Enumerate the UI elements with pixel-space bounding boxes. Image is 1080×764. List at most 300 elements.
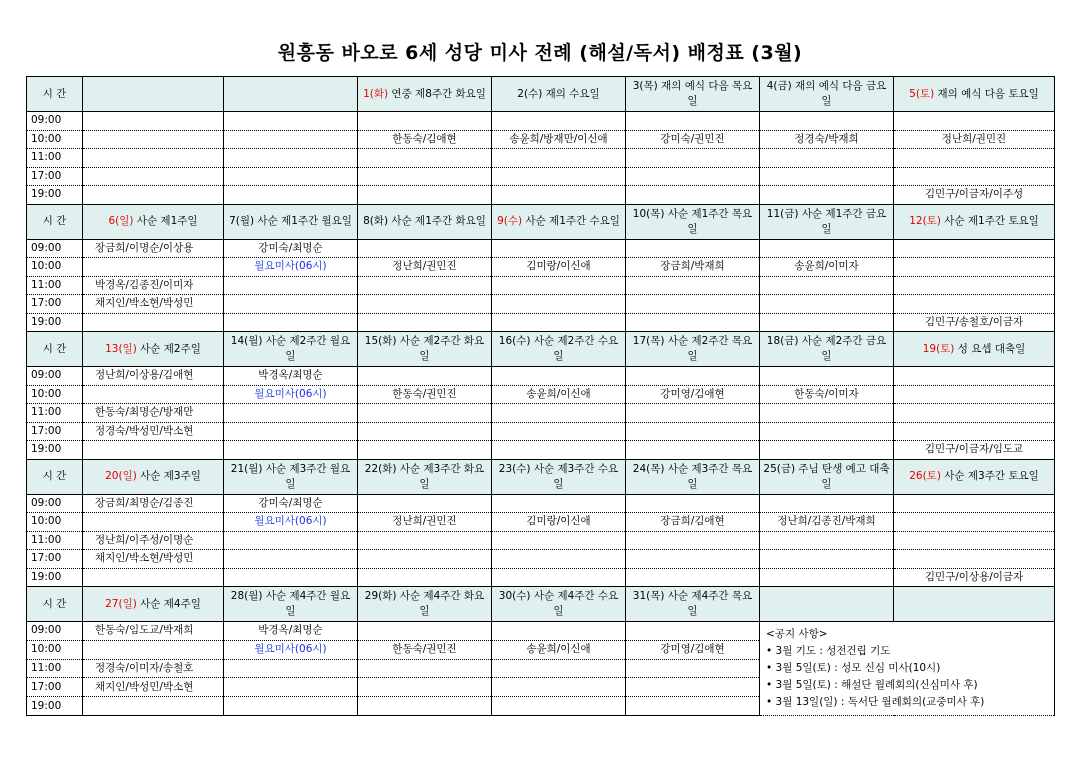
- day-date: 11(금): [766, 207, 799, 220]
- assignment-cell: [492, 404, 626, 423]
- assignment-cell: [224, 441, 358, 460]
- day-header: [358, 204, 492, 239]
- assignment-cell: [492, 678, 626, 697]
- day-header: [358, 459, 492, 494]
- assignment-cell: [83, 568, 224, 587]
- assignment-cell: 정난희/권민진: [358, 513, 492, 532]
- assignment-cell: [894, 531, 1055, 550]
- assignment-cell: 박경옥/최명순: [224, 367, 358, 386]
- day-date: 20(일): [105, 470, 137, 482]
- assignment-cell: [83, 313, 224, 332]
- day-header: [626, 332, 760, 367]
- time-cell: 17:00: [27, 295, 83, 314]
- assignment-cell: [626, 622, 760, 641]
- assignment-cell: 송윤희/이미자: [760, 258, 894, 277]
- assignment-cell: [626, 550, 760, 569]
- time-row: [27, 258, 1055, 277]
- day-date: 29(화): [364, 590, 397, 602]
- day-header: [83, 77, 224, 112]
- assignment-cell: 강미영/김애현: [626, 385, 760, 404]
- notice-item: • 3월 5일(토) : 해설단 월례회의(신심미사 후): [766, 679, 978, 691]
- day-header: [894, 459, 1055, 494]
- assignment-cell: [358, 422, 492, 441]
- time-header-label: 시 간: [27, 459, 83, 494]
- assignment-cell: 정난희/권민진: [894, 130, 1055, 149]
- assignment-cell: 정경숙/이미자/송철호: [83, 659, 224, 678]
- time-row: [27, 239, 1055, 258]
- day-title: 사순 제4주간 목요일: [664, 590, 753, 617]
- time-row: [27, 513, 1055, 532]
- assignment-cell: [224, 678, 358, 697]
- assignment-cell: 강미숙/권민진: [626, 130, 760, 149]
- day-header: [626, 77, 760, 112]
- day-date: 23(수): [498, 462, 531, 475]
- assignment-cell: [760, 568, 894, 587]
- assignment-cell: 강미숙/최명순: [224, 239, 358, 258]
- day-date: 21(월): [230, 462, 263, 475]
- day-date: 9(수): [497, 215, 523, 227]
- assignment-cell: 정난희/이상용/김애현: [83, 367, 224, 386]
- assignment-cell: [492, 659, 626, 678]
- assignment-cell: [626, 494, 760, 513]
- assignment-cell: 김미랑/이신애: [492, 258, 626, 277]
- day-title: 사순 제2주간 월요일: [262, 335, 351, 362]
- assignment-cell: [224, 404, 358, 423]
- assignment-cell: [894, 239, 1055, 258]
- assignment-cell: [358, 313, 492, 332]
- assignment-cell: [492, 422, 626, 441]
- assignment-cell: [760, 167, 894, 186]
- day-title: 사순 제1주간 수요일: [522, 215, 620, 227]
- assignment-cell: [760, 313, 894, 332]
- assignment-cell: [358, 531, 492, 550]
- day-title: 재의 예식 다음 금요일: [791, 80, 887, 107]
- notice-title: <공지 사항>: [766, 628, 828, 640]
- assignment-cell: [358, 441, 492, 460]
- day-date: 14(월): [230, 335, 263, 347]
- time-cell: 10:00: [27, 513, 83, 532]
- assignment-cell: [358, 568, 492, 587]
- day-header: [224, 204, 358, 239]
- time-header-label: 시 간: [27, 587, 83, 622]
- assignment-cell: [358, 697, 492, 716]
- assignment-cell: [894, 422, 1055, 441]
- day-title: 사순 제3주간 월요일: [262, 462, 351, 490]
- assignment-cell: [626, 678, 760, 697]
- time-cell: 19:00: [27, 313, 83, 332]
- day-title: 재의 예식 다음 목요일: [657, 80, 753, 107]
- assignment-cell: [83, 186, 224, 205]
- assignment-cell: [358, 112, 492, 131]
- assignment-cell: 송윤희/이신애: [492, 640, 626, 659]
- day-header: [358, 587, 492, 622]
- assignment-cell: [224, 568, 358, 587]
- assignment-cell: [492, 313, 626, 332]
- assignment-cell: [224, 295, 358, 314]
- assignment-cell: 장금희/이명순/이상용: [83, 239, 224, 258]
- assignment-cell: [760, 295, 894, 314]
- day-date: 12(토): [909, 215, 941, 227]
- assignment-cell: [358, 186, 492, 205]
- assignment-cell: [492, 239, 626, 258]
- day-title: 주님 탄생 예고 대축일: [795, 462, 890, 490]
- time-row: [27, 404, 1055, 423]
- assignment-cell: 월요미사(06시): [224, 385, 358, 404]
- assignment-cell: [224, 531, 358, 550]
- time-cell: 11:00: [27, 149, 83, 168]
- day-header: [894, 204, 1055, 239]
- assignment-cell: [894, 276, 1055, 295]
- assignment-cell: [894, 112, 1055, 131]
- assignment-cell: [626, 404, 760, 423]
- assignment-cell: [626, 367, 760, 386]
- day-date: 18(금): [766, 335, 799, 347]
- assignment-cell: [626, 531, 760, 550]
- day-header: [358, 332, 492, 367]
- time-header-label: 시 간: [27, 332, 83, 367]
- notice-box: [760, 622, 1055, 716]
- day-date: 27(일): [105, 597, 137, 610]
- assignment-cell: [83, 513, 224, 532]
- assignment-cell: [358, 494, 492, 513]
- day-header: [83, 459, 224, 494]
- assignment-cell: [83, 697, 224, 716]
- assignment-cell: [760, 239, 894, 258]
- notice-item: • 3월 기도 : 성전건립 기도: [766, 645, 891, 657]
- assignment-cell: [492, 622, 626, 641]
- assignment-cell: 한동숙/이미자: [760, 385, 894, 404]
- day-title: 사순 제3주간 수요일: [530, 462, 619, 490]
- assignment-cell: [626, 568, 760, 587]
- day-header: [492, 332, 626, 367]
- assignment-cell: [83, 112, 224, 131]
- assignment-cell: 김민구/이상용/이금자: [894, 568, 1055, 587]
- time-cell: 17:00: [27, 678, 83, 697]
- assignment-cell: [358, 239, 492, 258]
- assignment-cell: 박경옥/최명순: [224, 622, 358, 641]
- time-row: [27, 494, 1055, 513]
- time-row: [27, 531, 1055, 550]
- week-header-row: [27, 332, 1055, 367]
- day-title: 사순 제1주일: [133, 215, 198, 227]
- time-cell: 09:00: [27, 367, 83, 386]
- assignment-cell: [492, 531, 626, 550]
- assignment-cell: 한동숙/권민진: [358, 640, 492, 659]
- day-header: [224, 77, 358, 112]
- assignment-cell: 장금희/박재희: [626, 258, 760, 277]
- day-date: 19(토): [922, 342, 955, 355]
- assignment-cell: [492, 697, 626, 716]
- day-date: 31(목): [632, 590, 665, 602]
- assignment-cell: [894, 494, 1055, 513]
- assignment-cell: [626, 697, 760, 716]
- assignment-cell: [492, 149, 626, 168]
- assignment-cell: 송윤희/방재만/이신애: [492, 130, 626, 149]
- time-row: [27, 367, 1055, 386]
- assignment-cell: [626, 441, 760, 460]
- assignment-cell: [224, 186, 358, 205]
- time-header-label: 시 간: [27, 77, 83, 112]
- time-row: [27, 130, 1055, 149]
- assignment-cell: [83, 258, 224, 277]
- time-cell: 10:00: [27, 385, 83, 404]
- day-date: 3(목): [632, 80, 658, 92]
- day-date: 26(토): [909, 470, 941, 482]
- day-date: 1(화): [363, 87, 389, 100]
- assignment-cell: [492, 295, 626, 314]
- day-header: [894, 332, 1055, 367]
- assignment-cell: [358, 276, 492, 295]
- day-date: 2(수): [517, 87, 543, 100]
- day-header: [83, 204, 224, 239]
- assignment-cell: [626, 422, 760, 441]
- assignment-cell: 한동숙/김애현: [358, 130, 492, 149]
- day-header: [760, 332, 894, 367]
- assignment-cell: [626, 149, 760, 168]
- day-date: 5(토): [909, 87, 935, 100]
- page-title: 원흥동 바오로 6세 성당 미사 전례 (해설/독서) 배정표 (3월): [277, 42, 803, 64]
- assignment-cell: [626, 276, 760, 295]
- day-header: [492, 77, 626, 112]
- time-row: [27, 385, 1055, 404]
- assignment-cell: [83, 130, 224, 149]
- time-cell: 17:00: [27, 550, 83, 569]
- assignment-cell: [358, 550, 492, 569]
- assignment-cell: [760, 149, 894, 168]
- assignment-cell: [626, 313, 760, 332]
- day-date: 30(수): [498, 590, 531, 602]
- day-title: 성 요셉 대축일: [954, 342, 1026, 355]
- day-header: [83, 587, 224, 622]
- day-date: 7(월): [229, 215, 255, 227]
- assignment-cell: [760, 422, 894, 441]
- time-cell: 19:00: [27, 186, 83, 205]
- day-title: 사순 제1주간 목요일: [664, 207, 753, 235]
- day-header: [492, 587, 626, 622]
- assignment-cell: 한동숙/최명순/방재만: [83, 404, 224, 423]
- time-cell: 09:00: [27, 112, 83, 131]
- assignment-cell: 정난희/이주성/이명순: [83, 531, 224, 550]
- day-header: [224, 459, 358, 494]
- day-header: [626, 204, 760, 239]
- week-header-row: [27, 77, 1055, 112]
- assignment-cell: [358, 659, 492, 678]
- assignment-cell: [894, 367, 1055, 386]
- day-title: 사순 제2주간 화요일: [396, 335, 485, 362]
- assignment-cell: [626, 186, 760, 205]
- assignment-cell: [358, 367, 492, 386]
- time-cell: 10:00: [27, 258, 83, 277]
- time-row: [27, 422, 1055, 441]
- assignment-cell: [894, 149, 1055, 168]
- time-cell: 09:00: [27, 239, 83, 258]
- assignment-cell: [358, 622, 492, 641]
- day-title: 사순 제3주간 토요일: [940, 470, 1039, 482]
- assignment-cell: 장금희/김애현: [626, 513, 760, 532]
- assignment-cell: [626, 112, 760, 131]
- notice-item: • 3월 5일(토) : 성모 신심 미사(10시): [766, 662, 941, 674]
- day-header: [83, 332, 224, 367]
- assignment-cell: [492, 441, 626, 460]
- assignment-cell: [894, 550, 1055, 569]
- day-title: 연중 제8주간 화요일: [388, 87, 486, 100]
- time-row: [27, 186, 1055, 205]
- week-header-row: [27, 459, 1055, 494]
- day-title: 사순 제1주간 토요일: [940, 215, 1039, 227]
- day-header: [760, 587, 894, 622]
- day-date: 10(목): [632, 207, 665, 220]
- time-cell: 11:00: [27, 659, 83, 678]
- assignment-cell: [224, 313, 358, 332]
- assignment-cell: 정경숙/박재희: [760, 130, 894, 149]
- day-header: [224, 587, 358, 622]
- assignment-cell: [83, 385, 224, 404]
- assignment-cell: 김민구/송철호/이금자: [894, 313, 1055, 332]
- day-title: 사순 제3주일: [136, 470, 201, 482]
- day-date: 13(일): [105, 342, 137, 355]
- assignment-cell: [358, 167, 492, 186]
- time-cell: 09:00: [27, 494, 83, 513]
- assignment-cell: [626, 295, 760, 314]
- time-row: [27, 550, 1055, 569]
- assignment-cell: [760, 404, 894, 423]
- notice-item: • 3월 13일(일) : 독서단 월례회의(교중미사 후): [766, 696, 985, 708]
- assignment-cell: 장금희/최명순/김종진: [83, 494, 224, 513]
- assignment-cell: 김민구/이금자/이주성: [894, 186, 1055, 205]
- assignment-cell: [894, 385, 1055, 404]
- time-cell: 09:00: [27, 622, 83, 641]
- assignment-cell: [358, 149, 492, 168]
- time-cell: 11:00: [27, 404, 83, 423]
- assignment-cell: [894, 295, 1055, 314]
- day-date: 16(수): [498, 335, 531, 347]
- assignment-cell: [83, 149, 224, 168]
- assignment-cell: 월요미사(06시): [224, 513, 358, 532]
- assignment-cell: [760, 441, 894, 460]
- assignment-cell: [358, 295, 492, 314]
- day-header: [492, 204, 626, 239]
- day-date: 25(금): [763, 462, 796, 475]
- assignment-cell: 월요미사(06시): [224, 640, 358, 659]
- day-date: 4(금): [766, 80, 792, 92]
- assignment-cell: [83, 441, 224, 460]
- time-cell: 10:00: [27, 130, 83, 149]
- day-title: 사순 제1주간 금요일: [798, 207, 887, 235]
- day-title: 사순 제2주간 수요일: [530, 335, 619, 362]
- schedule-table: [26, 76, 1055, 716]
- assignment-cell: [492, 494, 626, 513]
- time-row: [27, 167, 1055, 186]
- assignment-cell: [626, 239, 760, 258]
- assignment-cell: [894, 167, 1055, 186]
- assignment-cell: [894, 258, 1055, 277]
- day-header: [492, 459, 626, 494]
- assignment-cell: [83, 167, 224, 186]
- assignment-cell: [358, 404, 492, 423]
- time-cell: 19:00: [27, 568, 83, 587]
- assignment-cell: 채지인/박소현/박성민: [83, 550, 224, 569]
- time-row: [27, 112, 1055, 131]
- week-header-row: [27, 204, 1055, 239]
- day-header: [894, 587, 1055, 622]
- assignment-cell: 강미영/김애현: [626, 640, 760, 659]
- day-date: 6(일): [108, 215, 134, 227]
- time-row: [27, 149, 1055, 168]
- day-date: 17(목): [632, 335, 665, 347]
- day-header: [358, 77, 492, 112]
- time-row: [27, 622, 1055, 641]
- day-title: 사순 제4주간 수요일: [530, 590, 619, 617]
- time-header-label: 시 간: [27, 204, 83, 239]
- time-row: [27, 441, 1055, 460]
- time-row: [27, 568, 1055, 587]
- time-row: [27, 276, 1055, 295]
- day-date: 22(화): [364, 462, 397, 475]
- assignment-cell: [224, 276, 358, 295]
- assignment-cell: 채지인/박성민/박소현: [83, 678, 224, 697]
- assignment-cell: 한동숙/권민진: [358, 385, 492, 404]
- time-cell: 11:00: [27, 531, 83, 550]
- day-header: [760, 459, 894, 494]
- assignment-cell: [626, 167, 760, 186]
- assignment-cell: [224, 550, 358, 569]
- assignment-cell: [224, 422, 358, 441]
- assignment-cell: [760, 186, 894, 205]
- assignment-cell: [492, 568, 626, 587]
- day-title: 사순 제3주간 목요일: [664, 462, 753, 490]
- assignment-cell: [358, 678, 492, 697]
- assignment-cell: 송윤희/이신애: [492, 385, 626, 404]
- assignment-cell: [760, 112, 894, 131]
- day-title: 사순 제2주간 금요일: [798, 335, 887, 362]
- assignment-cell: [492, 186, 626, 205]
- day-title: 사순 제2주일: [136, 342, 201, 355]
- time-cell: 19:00: [27, 441, 83, 460]
- day-title: 사순 제4주간 화요일: [396, 590, 485, 617]
- assignment-cell: [760, 531, 894, 550]
- time-cell: 10:00: [27, 640, 83, 659]
- assignment-cell: [224, 112, 358, 131]
- assignment-cell: [492, 112, 626, 131]
- week-header-row: [27, 587, 1055, 622]
- day-date: 28(월): [230, 590, 263, 602]
- assignment-cell: [894, 513, 1055, 532]
- day-header: [626, 459, 760, 494]
- assignment-cell: [492, 276, 626, 295]
- day-date: 8(화): [363, 215, 389, 227]
- day-title: 사순 제1주간 월요일: [254, 215, 352, 227]
- day-header: [894, 77, 1055, 112]
- time-cell: 17:00: [27, 167, 83, 186]
- assignment-cell: [492, 367, 626, 386]
- assignment-cell: [492, 167, 626, 186]
- assignment-cell: [224, 167, 358, 186]
- time-cell: 11:00: [27, 276, 83, 295]
- day-title: 사순 제2주간 목요일: [664, 335, 753, 362]
- time-cell: 19:00: [27, 697, 83, 716]
- time-row: [27, 295, 1055, 314]
- assignment-cell: 김미랑/이신애: [492, 513, 626, 532]
- assignment-cell: [83, 640, 224, 659]
- assignment-cell: 정경숙/박성민/박소현: [83, 422, 224, 441]
- time-row: [27, 313, 1055, 332]
- day-date: 15(화): [364, 335, 397, 347]
- assignment-cell: 박경옥/김종진/이미자: [83, 276, 224, 295]
- assignment-cell: [224, 697, 358, 716]
- assignment-cell: [224, 149, 358, 168]
- assignment-cell: [760, 494, 894, 513]
- assignment-cell: [760, 276, 894, 295]
